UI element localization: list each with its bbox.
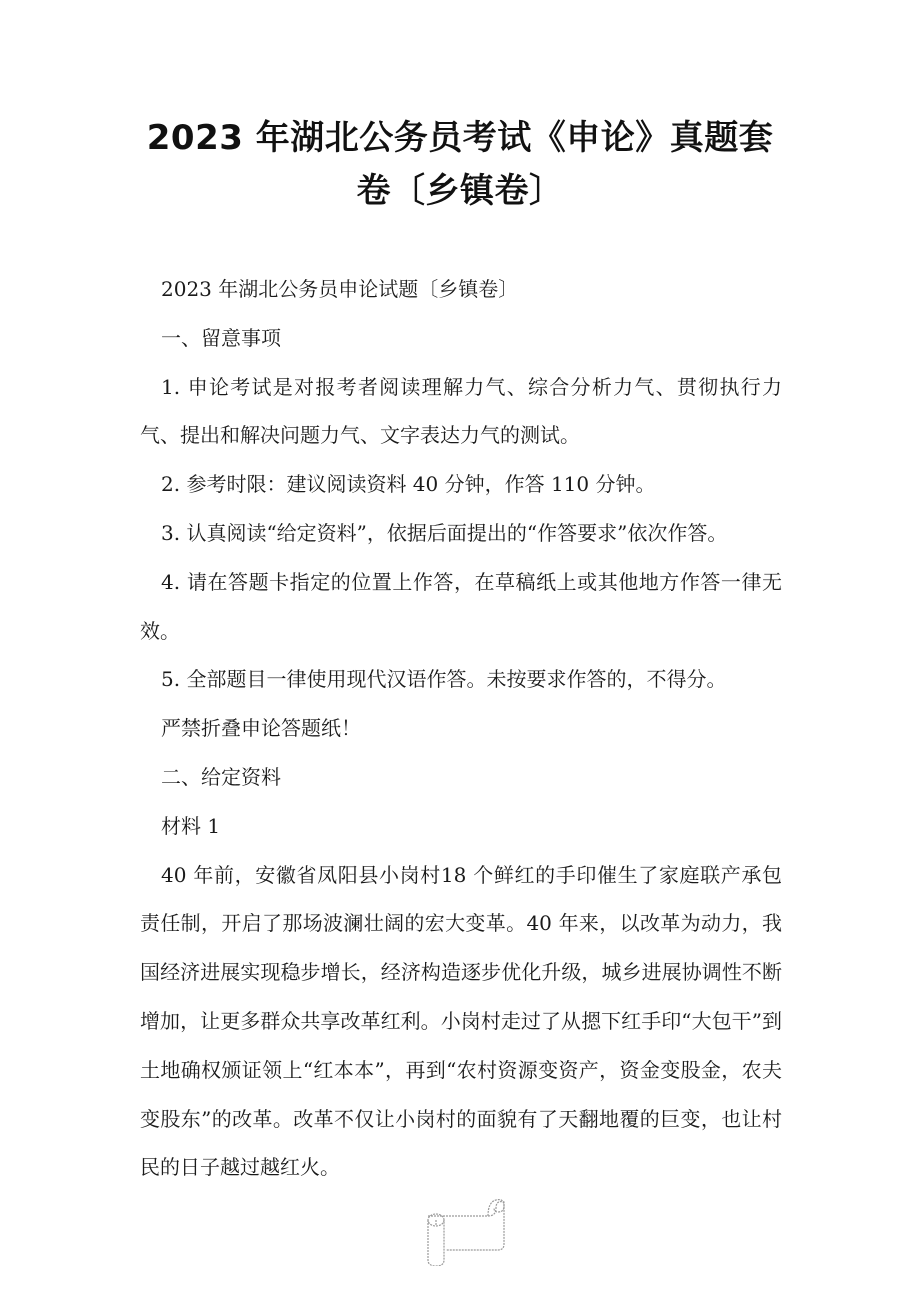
document-title: 2023 年湖北公务员考试《申论》真题套卷〔乡镇卷〕: [146, 118, 774, 211]
warning-text: 严禁折叠申论答题纸！: [161, 716, 361, 741]
note-item-4: 4. 请在答题卡指定的位置上作答，在草稿纸上或其他地方作答一律无效。: [140, 569, 782, 643]
note-item-5: 5. 全部题目一律使用现代汉语作答。未按要求作答的，不得分。: [161, 667, 727, 692]
note-item-2: 2. 参考时限：建议阅读资料 40 分钟，作答 110 分钟。: [161, 472, 656, 497]
material-paragraph: 40 年前，安徽省凤阳县小岗村18 个鲜红的手印催生了家庭联产承包责任制，开启了那场波澜壮阔的宏大变革。40 年来，以改革为动力，我国经济进展实现稳步增长，经济构造逐步优化升级，城乡进展协调性不断增加，让更多群众共享改革红利。小岗村走过了从摁下红手印“大包干”到土地确权颁证领上“红本本”，再到“农村资源变资产，资金变股金，农夫变股东”的改革。改革不仅让小岗村的面貌有了天翻地覆的巨变，也让村民的日子越过越红火。: [140, 862, 782, 1180]
section-heading-materials: 二、给定资料: [161, 764, 281, 789]
section-heading-notes: 一、留意事项: [161, 325, 281, 350]
note-item-3: 3. 认真阅读“给定资料”，依据后面提出的“作答要求”依次作答。: [161, 520, 728, 545]
note-item-1: 1. 申论考试是对报考者阅读理解力气、综合分析力气、贯彻执行力气、提出和解决问题力气、文字表达力气的测试。: [140, 374, 782, 448]
material-label: 材料 1: [161, 813, 221, 838]
document-body: [140, 265, 782, 1192]
scroll-icon: [416, 1196, 506, 1266]
exam-subtitle: 2023 年湖北公务员申论试题〔乡镇卷〕: [161, 277, 519, 301]
